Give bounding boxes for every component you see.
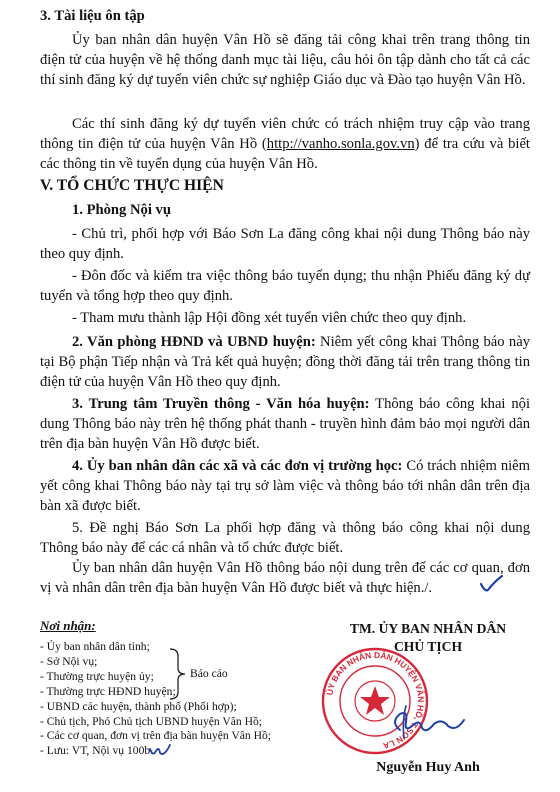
- subsection-4-text: Có trách nhiệm niêm yết công khai Thông báo này tại trụ sở làm việc và thông báo tới nhân dân trên địa bàn xã được biết.: [40, 458, 530, 514]
- closing-paragraph: Ủy ban nhân dân huyện Vân Hồ thông báo nội dung trên để các cơ quan, đơn vị và nhân dân trên địa bàn huyện Vân Hồ được biết và thực hiện./.: [40, 560, 530, 596]
- recipient-item: - Thường trực HĐND huyện;: [40, 684, 176, 698]
- website-link[interactable]: http://vanho.sonla.gov.vn: [266, 136, 415, 152]
- recipient-item: - Các cơ quan, đơn vị trên địa bàn huyện Vân Hồ;: [40, 729, 271, 743]
- handwritten-tick-mark: [478, 574, 504, 594]
- subsection-1-item-2: - Đôn đốc và kiểm tra việc thông báo tuyển dụng; thu nhận Phiếu đăng ký dự tuyển và tổng hợp theo quy định.: [40, 268, 530, 304]
- section-v-heading: V. TỔ CHỨC THỰC HIỆN: [40, 177, 224, 194]
- subsection-3-paragraph: [40, 394, 530, 454]
- signature-organization: TM. ỦY BAN NHÂN DÂN: [349, 621, 507, 636]
- paragraph-2-text-after: ) để tra cứu và biết các thông tin về tuyển dụng của huyện Vân Hồ.: [40, 136, 530, 172]
- subsection-2-paragraph: [40, 332, 530, 392]
- signature-title: CHỦ TỊCH: [393, 639, 463, 654]
- right-brace-icon: [168, 648, 188, 700]
- subsection-1-item-1: - Chủ trì, phối hợp với Báo Sơn La đăng công khai nội dung Thông báo này theo quy định.: [40, 226, 530, 262]
- section-3-paragraph-2: [40, 114, 530, 174]
- recipient-item: - UBND các huyện, thành phố (Phối hợp);: [40, 699, 237, 713]
- recipients-title: Nơi nhận:: [40, 618, 96, 633]
- subsection-4-title: 4. Ủy ban nhân dân các xã và các đơn vị trường học:: [72, 458, 403, 474]
- handwritten-signature: [386, 700, 466, 744]
- subsection-2-title: 2. Văn phòng HĐND và UBND huyện:: [72, 334, 316, 350]
- subsection-3-text: Thông báo công khai nội dung Thông báo này trên hệ thống phát thanh - truyền hình đảm bảo mọi người dân trên địa bàn huyện Vân Hồ được biết.: [40, 396, 531, 452]
- subsection-4-paragraph: [40, 456, 530, 516]
- signer-name: Nguyễn Huy Anh: [376, 760, 480, 775]
- recipient-item: - Ủy ban nhân dân tỉnh;: [40, 640, 150, 653]
- section-3-paragraph-1: Ủy ban nhân dân huyện Vân Hồ sẽ đăng tải công khai trên trang thông tin điện tử của huyện về hệ thống danh mục tài liệu, câu hỏi ôn tập dành cho tất cả các thí sinh đăng ký dự tuyển viên chức sự nghiệp Giáo dục và Đào tạo huyện Vân Hồ.: [40, 32, 530, 88]
- recipient-item: - Chủ tịch, Phó Chủ tịch UBND huyện Vân Hồ;: [40, 714, 262, 728]
- seal-text: ỦY BAN NHÂN DÂN HUYỆN VÂN HỒ, T.SƠN LA: [324, 649, 427, 752]
- recipient-item: - Lưu: VT, Nội vụ 100b.: [40, 744, 154, 758]
- subsection-2-text: Niêm yết công khai Thông báo này tại Bộ phận Tiếp nhận và Trả kết quả huyện; đồng thời đăng tải trên trang thông tin điện tử của huyện Vân Hồ theo quy định.: [40, 334, 530, 390]
- subsection-5-paragraph: 5. Đề nghị Báo Sơn La phối hợp đăng và thông báo công khai nội dung Thông báo này để các cá nhân và tổ chức được biết.: [40, 520, 530, 556]
- subsection-1-heading: 1. Phòng Nội vụ: [72, 202, 171, 218]
- paragraph-2-text-before: Các thí sinh đăng ký dự tuyển viên chức có trách nhiệm truy cập vào trang thông tin điện tử của huyện Vân Hồ (: [40, 116, 530, 152]
- handwritten-initial-mark: [148, 743, 172, 759]
- subsection-1-item-3: - Tham mưu thành lập Hội đồng xét tuyển viên chức theo quy định.: [72, 310, 467, 326]
- subsection-3-title: 3. Trung tâm Truyền thông - Văn hóa huyện:: [72, 396, 370, 412]
- report-bracket-label: Báo cáo: [190, 667, 228, 680]
- recipient-item: - Thường trực huyện ủy;: [40, 669, 154, 683]
- recipient-item: - Sở Nội vụ;: [40, 654, 98, 668]
- section-3-heading: 3. Tài liệu ôn tập: [40, 8, 145, 24]
